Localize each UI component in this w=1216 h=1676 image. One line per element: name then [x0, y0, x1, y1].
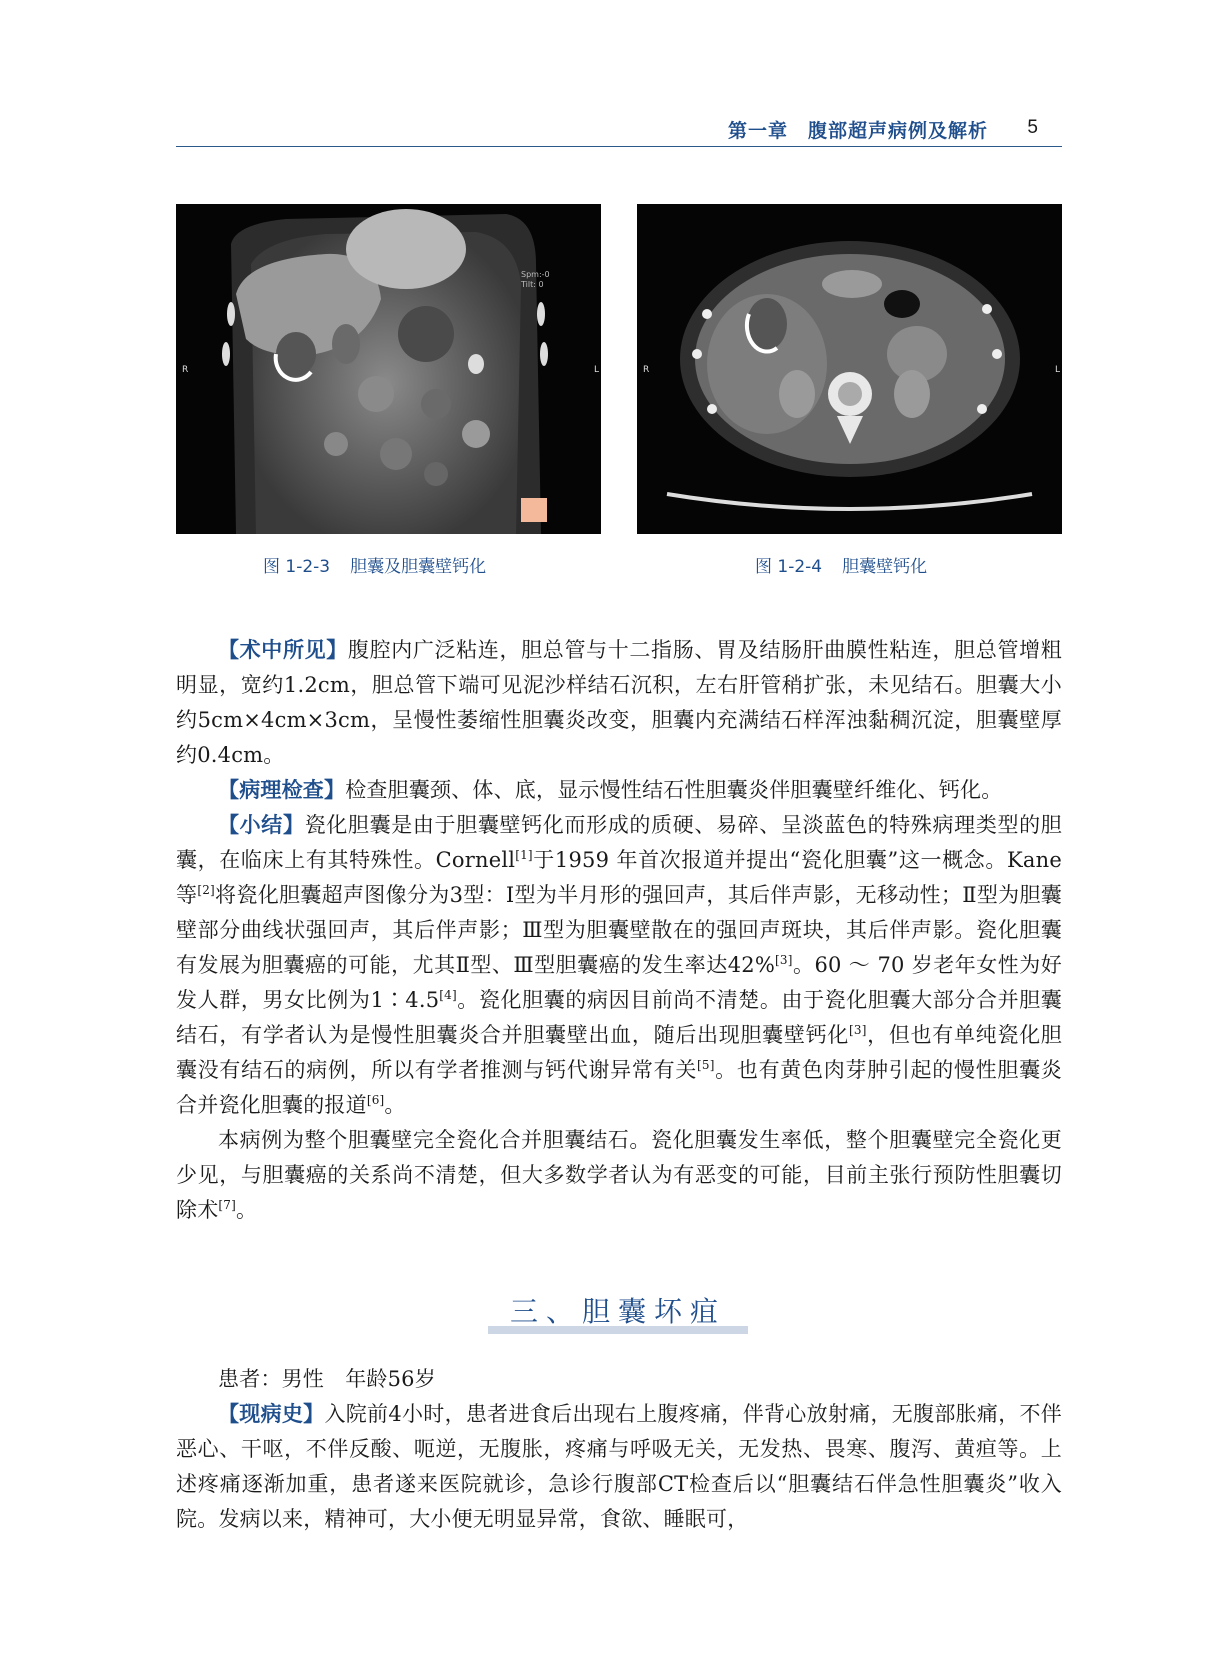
paragraph-case-note	[176, 1123, 1062, 1228]
page-number: 5	[1027, 117, 1038, 138]
paragraph-text: 。	[236, 1198, 258, 1222]
section-tag: 【小结】	[218, 813, 305, 837]
figure-caption	[263, 552, 486, 577]
section-tag: 【病理检查】	[218, 778, 346, 802]
paragraph-text: 。也有黄色肉芽肿引起的慢性胆囊炎合并瓷化胆囊的报道	[176, 1058, 1062, 1117]
figure-caption-text: 胆囊壁钙化	[842, 557, 928, 577]
paragraph-summary	[176, 808, 1062, 1123]
right-marker: L	[594, 365, 600, 375]
patient-info: 患者：男性 年龄56岁	[218, 1367, 436, 1391]
paragraph-text: 。瓷化胆囊的病因目前尚不清楚。由于瓷化胆囊大部分合并胆囊结石，有学者认为是慢性胆囊炎合并胆囊壁出血，随后出现胆囊壁钙化	[176, 988, 1062, 1047]
running-header	[176, 112, 1062, 147]
citation: [5]	[697, 1058, 715, 1072]
paragraph-text: 将瓷化胆囊超声图像分为3型：Ⅰ型为半月形的强回声，其后伴声影，无移动性；Ⅱ型为胆囊壁部分曲线状强回声，其后伴声影；Ⅲ型为胆囊壁散在的强回声斑块，其后伴声影。瓷化胆囊有发展为胆囊癌的可能，尤其Ⅱ型、Ⅲ型胆囊癌的发生率达42%	[176, 883, 1062, 977]
paragraph-surgical-findings	[176, 633, 1062, 773]
paragraph-text: 腹腔内广泛粘连，胆总管与十二指肠、胃及结肠肝曲膜性粘连，胆总管增粗明显，宽约1.2cm，胆总管下端可见泥沙样结石沉积，左右肝管稍扩张，未见结石。胆囊大小约5cm×4cm×3cm，呈慢性萎缩性胆囊炎改变，胆囊内充满结石样浑浊黏稠沉淀，胆囊壁厚约0.4cm。	[176, 638, 1062, 767]
paragraph-text: 瓷化胆囊是由于胆囊壁钙化而形成的质硬、易碎、呈淡蓝色的特殊病理类型的胆囊，在临床上有其特殊性。Cornell	[176, 813, 1062, 872]
citation: [1]	[515, 848, 533, 862]
paragraph-text: 入院前4小时，患者进食后出现右上腹疼痛，伴背心放射痛，无腹部胀痛，不伴恶心、干呕，不伴反酸、呃逆，无腹胀，疼痛与呼吸无关，无发热、畏寒、腹泻、黄疸等。上述疼痛逐渐加重，患者遂来医院就诊，急诊行腹部CT检查后以“胆囊结石伴急性胆囊炎”收入院。发病以来，精神可，大小便无明显异常，食欲、睡眠可，	[176, 1402, 1063, 1531]
citation: [2]	[197, 883, 215, 897]
paragraph-text: 于1959 年首次报道并提出“瓷化胆囊”这一概念。Kane 等	[176, 848, 1062, 907]
citation: [7]	[218, 1198, 237, 1212]
section-heading-text: 三、胆囊坏疽	[509, 1295, 726, 1328]
body-text	[176, 633, 1062, 1228]
figure-number: 图 1-2-3	[263, 557, 331, 577]
chapter-title: 第一章 腹部超声病例及解析	[727, 120, 988, 142]
citation: [6]	[366, 1093, 385, 1107]
paragraph-text: 。60 ～ 70 岁老年女性为好发人群，男女比例为1∶4.5	[176, 953, 1063, 1012]
figure-number: 图 1-2-4	[755, 557, 823, 577]
paragraph-history	[176, 1397, 1062, 1537]
case-text	[176, 1362, 1062, 1537]
section-tag: 【术中所见】	[218, 638, 348, 662]
paragraph-text: 。	[384, 1093, 406, 1117]
citation: [3]	[849, 1023, 867, 1037]
right-marker: L	[1055, 365, 1061, 375]
left-marker: R	[643, 365, 650, 375]
overlay-line-2: Tilt: 0	[521, 280, 544, 289]
overlay-line-1: Spm:-0	[521, 270, 550, 279]
citation: [3]	[775, 953, 793, 967]
figure-caption	[755, 552, 927, 577]
paragraph-text: ，但也有单纯瓷化胆囊没有结石的病例，所以有学者推测与钙代谢异常有关	[176, 1023, 1062, 1082]
paragraph-text: 检查胆囊颈、体、底，显示慢性结石性胆囊炎伴胆囊壁纤维化、钙化。	[345, 778, 1003, 802]
section-tag: 【现病史】	[218, 1402, 325, 1426]
ct-coronal-image	[176, 204, 601, 534]
citation: [4]	[439, 988, 457, 1002]
paragraph-pathology	[176, 773, 1062, 808]
ct-axial-image	[637, 204, 1062, 534]
left-marker: R	[182, 365, 189, 375]
section-heading	[488, 1290, 748, 1334]
figure-caption-text: 胆囊及胆囊壁钙化	[350, 557, 487, 577]
paragraph-text: 本病例为整个胆囊壁完全瓷化合并胆囊结石。瓷化胆囊发生率低，整个胆囊壁完全瓷化更少见，与胆囊癌的关系尚不清楚，但大多数学者认为有恶变的可能，目前主张行预防性胆囊切除术	[176, 1128, 1062, 1222]
